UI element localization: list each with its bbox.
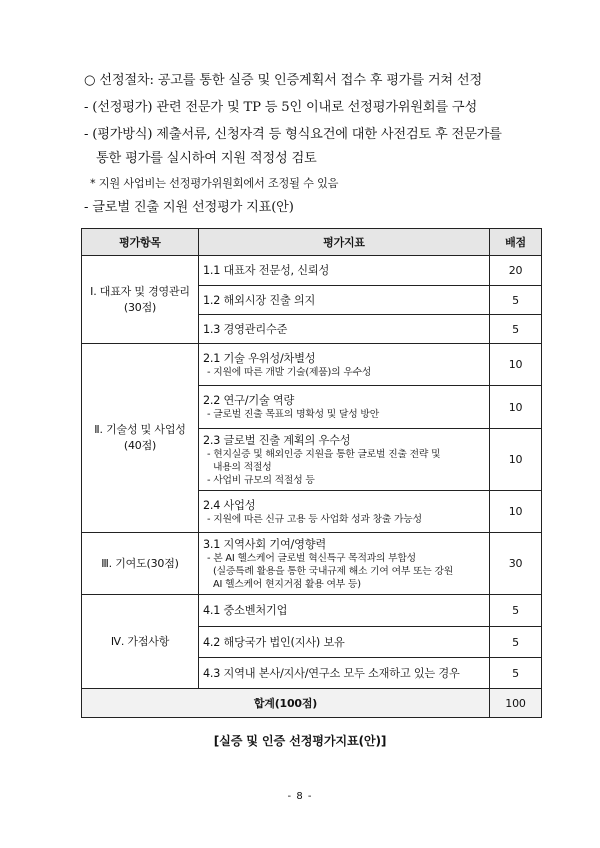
- indicator-title: 3.1 지역사회 기여/영향력: [203, 537, 326, 551]
- selection-procedure-line: ○ 선정절차: 공고를 통한 실증 및 인증계획서 접수 후 평가를 거쳐 선정: [84, 73, 483, 88]
- indicator-cell: [199, 256, 490, 286]
- indicator-cell: [199, 429, 490, 491]
- table-row: [82, 256, 542, 286]
- indicator-cell: [199, 286, 490, 315]
- indicator-detail: - 현지실증 및 해외인증 지원을 통한 글로벌 진출 전략 및: [207, 448, 441, 460]
- table-row: [82, 533, 542, 595]
- table-row: [82, 595, 542, 627]
- indicator-title: 2.1 기술 우위성/차별성: [203, 351, 316, 365]
- indicator-cell: [199, 533, 490, 595]
- indicator-detail: - 사업비 규모의 적절성 등: [207, 474, 315, 486]
- score-cell: 5: [490, 286, 542, 315]
- score-cell: 10: [490, 386, 542, 429]
- table-total-row: [82, 689, 542, 718]
- indicator-title: 4.2 해당국가 법인(지사) 보유: [203, 635, 345, 649]
- header-category: 평가항목: [82, 229, 199, 256]
- indicator-title: 2.2 연구/기술 역량: [203, 394, 295, 407]
- indicator-detail: AI 헬스케어 현지거점 활용 여부 등): [213, 578, 361, 590]
- indicator-detail: - 지원에 따른 개발 기술(제품)의 우수성: [207, 366, 372, 378]
- score-cell: 5: [490, 658, 542, 689]
- indicator-cell: [199, 627, 490, 658]
- budget-note: * 지원 사업비는 선정평가위원회에서 조정될 수 있음: [90, 177, 339, 190]
- indicator-title: 4.1 중소벤처기업: [203, 604, 288, 617]
- total-label: 합계(100점): [82, 689, 490, 718]
- header-score: 배점: [490, 229, 542, 256]
- page-number: - 8 -: [287, 791, 313, 802]
- header-indicator: 평가지표: [199, 229, 490, 256]
- score-cell: 5: [490, 595, 542, 627]
- indicator-cell: [199, 658, 490, 689]
- score-cell: 10: [490, 344, 542, 386]
- indicator-detail: 내용의 적절성: [213, 461, 272, 473]
- indicator-title: 4.3 지역내 본사/지사/연구소 모두 소재하고 있는 경우: [203, 666, 460, 680]
- category-cell: [82, 256, 199, 344]
- evaluation-committee-line: - (선정평가) 관련 전문가 및 TP 등 5인 이내로 선정평가위원회를 구성: [84, 100, 478, 115]
- category-subtitle: (40점): [123, 439, 157, 452]
- indicator-detail: - 본 AI 헬스케어 글로벌 혁신특구 목적과의 부합성: [207, 552, 416, 564]
- category-cell: [82, 533, 199, 595]
- score-cell: 30: [490, 533, 542, 595]
- category-subtitle: (30점): [123, 300, 157, 314]
- score-cell: 20: [490, 256, 542, 286]
- table-intro-line: - 글로벌 진출 지원 선정평가 지표(안): [84, 200, 294, 215]
- indicator-detail: - 글로벌 진출 목표의 명확성 및 달성 방안: [207, 409, 379, 420]
- indicator-title: 1.2 해외시장 진출 의지: [203, 293, 316, 307]
- category-cell: [82, 344, 199, 533]
- evaluation-method-line: - (평가방식) 제출서류, 신청자격 등 형식요건에 대한 사전검토 후 전문가를: [84, 127, 502, 142]
- score-cell: 10: [490, 429, 542, 491]
- score-cell: 5: [490, 315, 542, 344]
- indicator-title: 1.1 대표자 전문성, 신뢰성: [203, 264, 330, 277]
- category-title: Ⅳ. 가점사항: [110, 634, 170, 648]
- table-header-row: [82, 229, 542, 256]
- indicator-cell: [199, 595, 490, 627]
- table-caption: [실증 및 인증 선정평가지표(안)]: [213, 734, 387, 748]
- indicator-title: 2.4 사업성: [203, 498, 256, 512]
- total-score: 100: [490, 689, 542, 718]
- table-row: [82, 344, 542, 386]
- indicator-cell: [199, 386, 490, 429]
- indicator-cell: [199, 491, 490, 533]
- indicator-title: 2.3 글로벌 진출 계획의 우수성: [203, 433, 351, 447]
- score-cell: 5: [490, 627, 542, 658]
- indicator-detail: - 지원에 따른 신규 고용 등 사업화 성과 창출 가능성: [207, 513, 422, 525]
- evaluation-method-line-cont: 통한 평가를 실시하여 지원 적정성 검토: [96, 151, 317, 166]
- category-title: Ⅲ. 기여도(30점): [101, 556, 179, 570]
- indicator-cell: [199, 315, 490, 344]
- indicator-cell: [199, 344, 490, 386]
- indicator-detail: (실증특례 활용을 통한 국내규제 해소 기여 여부 또는 강원: [213, 565, 454, 577]
- score-cell: 10: [490, 491, 542, 533]
- category-title: Ⅱ. 기술성 및 사업성: [94, 423, 186, 436]
- category-cell: [82, 595, 199, 689]
- evaluation-criteria-table: [81, 228, 542, 718]
- category-title: Ⅰ. 대표자 및 경영관리: [90, 284, 190, 298]
- indicator-title: 1.3 경영관리수준: [203, 322, 288, 336]
